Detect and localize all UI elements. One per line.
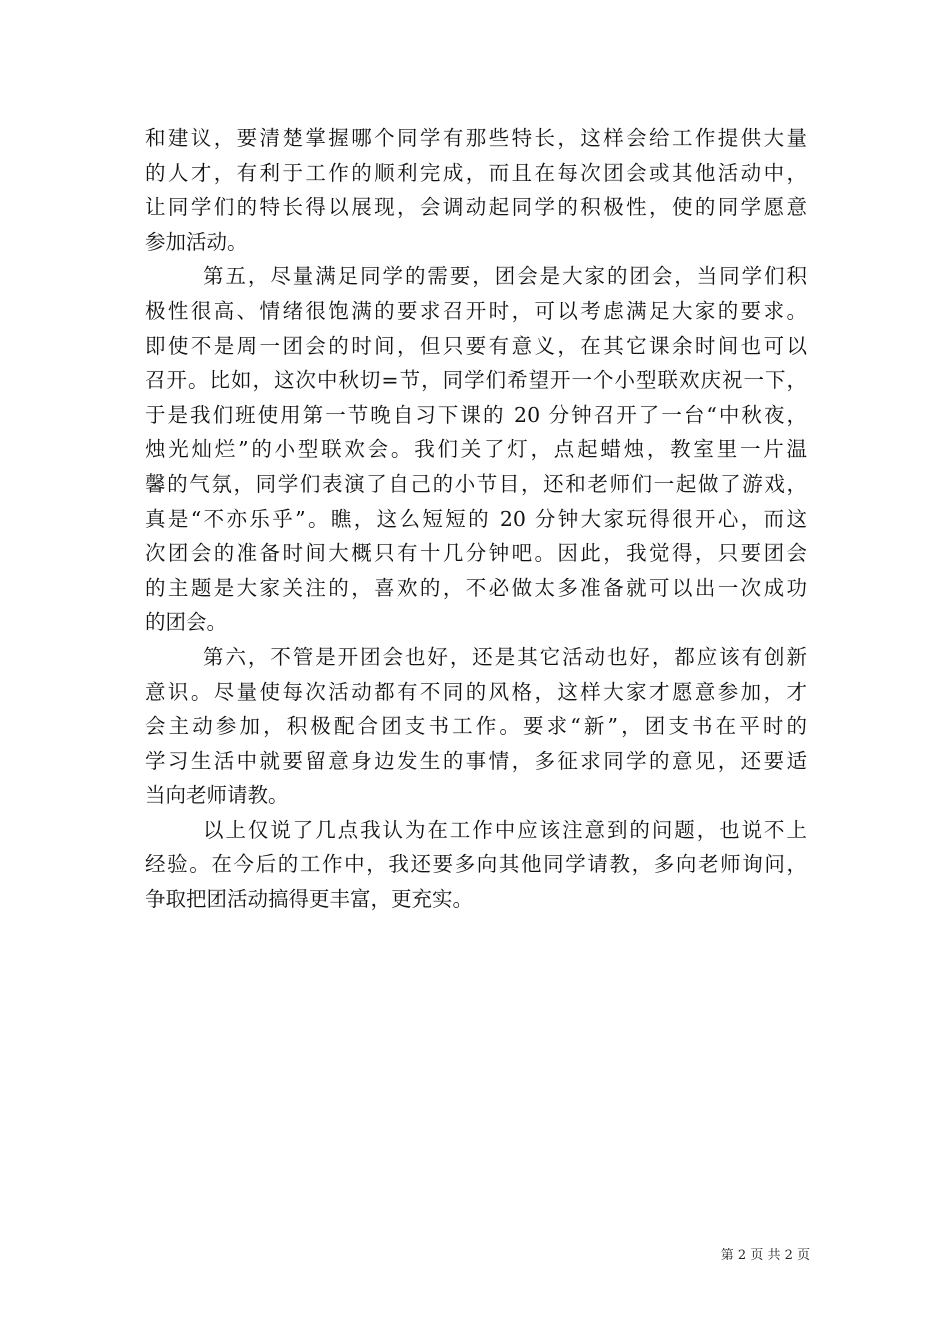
text-line-4: 参加活动。	[145, 229, 248, 254]
page-number-footer: 第 2 页 共 2 页	[720, 1248, 810, 1263]
text-line-11: 馨的气氛，同学们表演了自己的小节目，还和老师们一起做了游戏，	[145, 471, 807, 496]
text-line-9: 于是我们班使用第一节晚自习下课的 20 分钟召开了一台“中秋夜，	[145, 402, 807, 427]
text-line-19: 学习生活中就要留意身边发生的事情，多征求同学的意见，还要适	[145, 748, 807, 773]
text-line-23: 争取把团活动搞得更丰富，更充实。	[145, 887, 473, 912]
text-line-5: 第五，尽量满足同学的需要，团会是大家的团会，当同学们积	[203, 264, 807, 289]
text-line-8: 召开。比如，这次中秋切=节，同学们希望开一个小型联欢庆祝一下，	[145, 368, 807, 393]
text-line-3: 让同学们的特长得以展现，会调动起同学的积极性，使的同学愿意	[145, 195, 807, 220]
text-line-21: 以上仅说了几点我认为在工作中应该注意到的问题，也说不上	[203, 817, 807, 842]
body-text	[145, 121, 807, 917]
text-line-17: 意识。尽量使每次活动都有不同的风格，这样大家才愿意参加，才	[145, 679, 807, 704]
text-line-22: 经验。在今后的工作中，我还要多向其他同学请教，多向老师询问，	[145, 852, 807, 877]
text-line-14: 的主题是大家关注的，喜欢的，不必做太多准备就可以出一次成功	[145, 575, 807, 600]
text-line-20: 当向老师请教。	[145, 783, 289, 808]
text-line-15: 的团会。	[145, 610, 227, 635]
text-line-12: 真是“不亦乐乎”。瞧，这么短短的 20 分钟大家玩得很开心，而这	[145, 506, 807, 531]
text-line-2: 的人才，有利于工作的顺利完成，而且在每次团会或其他活动中，	[145, 160, 807, 185]
text-line-16: 第六，不管是开团会也好，还是其它活动也好，都应该有创新	[203, 644, 807, 669]
text-line-18: 会主动参加，积极配合团支书工作。要求“新”，团支书在平时的	[145, 714, 807, 739]
text-line-1: 和建议，要清楚掌握哪个同学有那些特长，这样会给工作提供大量	[145, 126, 807, 150]
text-line-6: 极性很高、情绪很饱满的要求召开时，可以考虑满足大家的要求。	[145, 298, 807, 323]
text-line-13: 次团会的准备时间大概只有十几分钟吧。因此，我觉得，只要团会	[145, 541, 807, 566]
text-line-7: 即使不是周一团会的时间，但只要有意义，在其它课余时间也可以	[145, 333, 807, 358]
text-line-10: 烛光灿烂”的小型联欢会。我们关了灯，点起蜡烛，教室里一片温	[145, 437, 807, 462]
